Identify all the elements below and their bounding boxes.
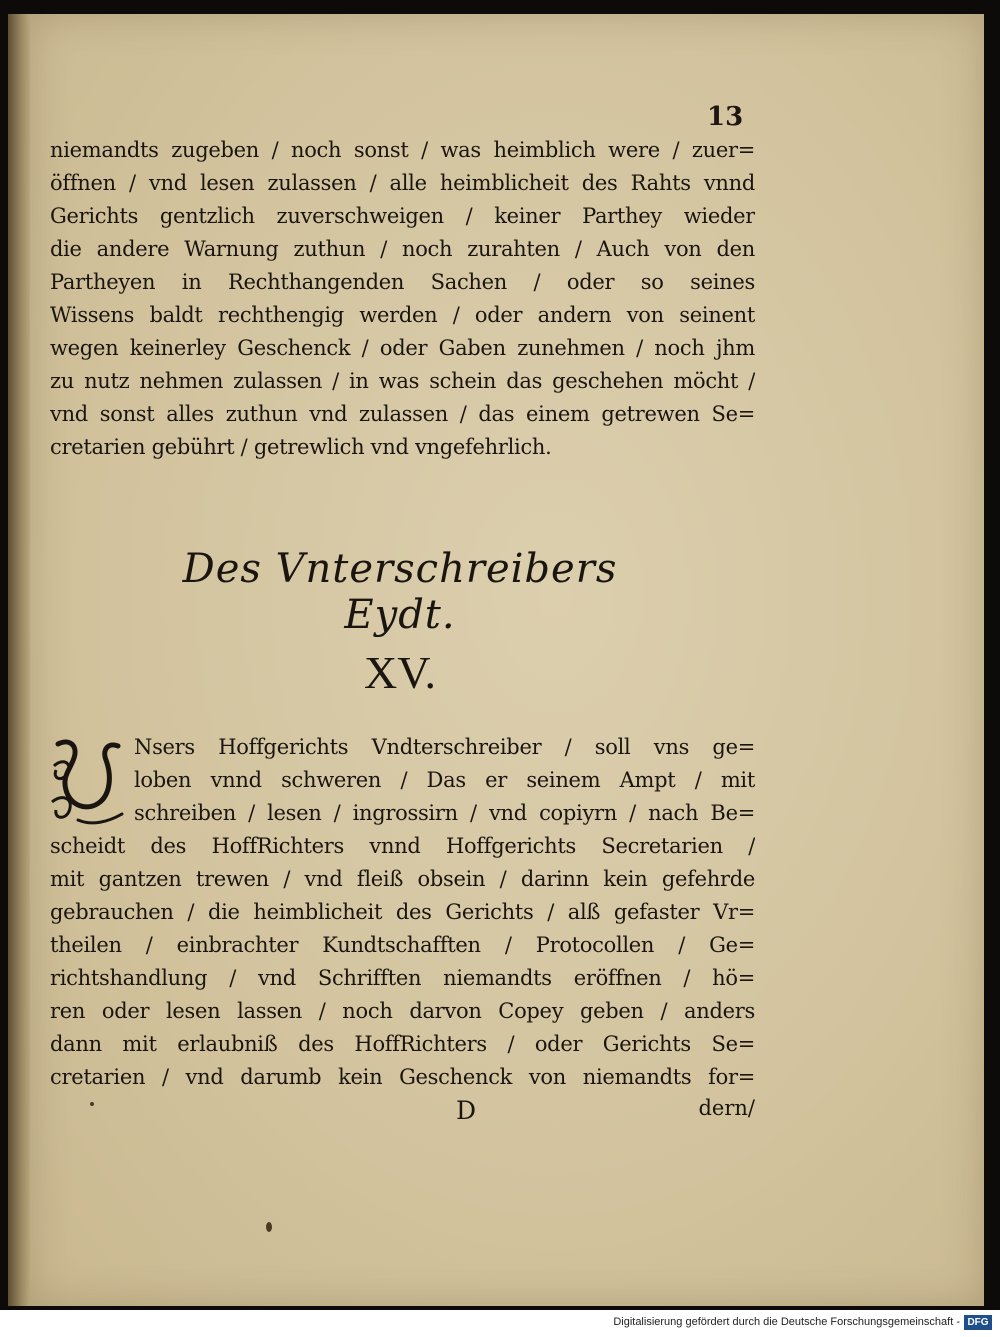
digitization-credit: Digitalisierung gefördert durch die Deutsche Forschungsgemeinschaft - [613, 1316, 960, 1328]
signature-mark: D [456, 1096, 477, 1125]
text-line: vnd sonst alles zuthun vnd zulassen / das einem getrewen Se= [50, 402, 755, 426]
text-line: richtshandlung / vnd Schrifften niemandts eröffnen / hö= [50, 966, 755, 990]
text-line: loben vnnd schweren / Das er seinem Ampt / mit [134, 768, 755, 792]
text-line: niemandts zugeben / noch sonst / was heimblich were / zuer= [50, 138, 755, 162]
text-line: Partheyen in Rechthangenden Sachen / oder so seines [50, 270, 755, 294]
text-line: zu nutz nehmen zulassen / in was schein das geschehen möcht / [50, 369, 755, 393]
text-line: schreiben / lesen / ingrossirn / vnd copiyrn / nach Be= [134, 801, 755, 825]
text-line: Gerichts gentzlich zuverschweigen / keiner Parthey wieder [50, 204, 755, 228]
text-line: gebrauchen / die heimblicheit des Gerichts / alß gefaster Vr= [50, 900, 755, 924]
catchword: dern/ [698, 1096, 755, 1120]
text-line: dann mit erlaubniß des HoffRichters / oder Gerichts Se= [50, 1032, 755, 1056]
ink-speck [90, 1102, 94, 1106]
text-line: mit gantzen trewen / vnd fleiß obsein / darinn kein gefehrde [50, 867, 755, 891]
text-line: scheidt des HoffRichters vnnd Hoffgerichts Secretarien / [50, 834, 755, 858]
text-line: wegen keinerley Geschenck / oder Gaben zunehmen / noch jhm [50, 336, 755, 360]
text-line: ren oder lesen lassen / noch darvon Copey geben / anders [50, 999, 755, 1023]
text-line: theilen / einbrachter Kundtschafften / Protocollen / Ge= [50, 933, 755, 957]
text-line: öffnen / vnd lesen zulassen / alle heimblicheit des Rahts vnnd [50, 171, 755, 195]
credit-bar [0, 1310, 1000, 1337]
page-edge [8, 14, 30, 1306]
section-numeral: XV. [363, 647, 436, 698]
page-foot [50, 1096, 755, 1130]
text-line: cretarien / vnd darumb kein Geschenck von niemandts for= [50, 1065, 755, 1089]
page-number: 13 [707, 102, 744, 132]
text-line: cretarien gebührt / getrewlich vnd vngefehrlich. [50, 435, 552, 459]
text-line: Nsers Hoffgerichts Vndterschreiber / soll vns ge= [134, 735, 755, 759]
book-page [30, 14, 984, 1306]
paragraph-1 [50, 134, 755, 464]
section-heading: Des Vnterschreibers Eydt. [182, 546, 618, 638]
ink-blot [266, 1222, 272, 1232]
paragraph-2 [50, 731, 755, 1094]
text-line: Wissens baldt rechthengig werden / oder andern von seinent [50, 303, 755, 327]
text-line: die andere Warnung zuthun / noch zurahten / Auch von den [50, 237, 755, 261]
dfg-logo[interactable]: DFG [964, 1315, 992, 1330]
